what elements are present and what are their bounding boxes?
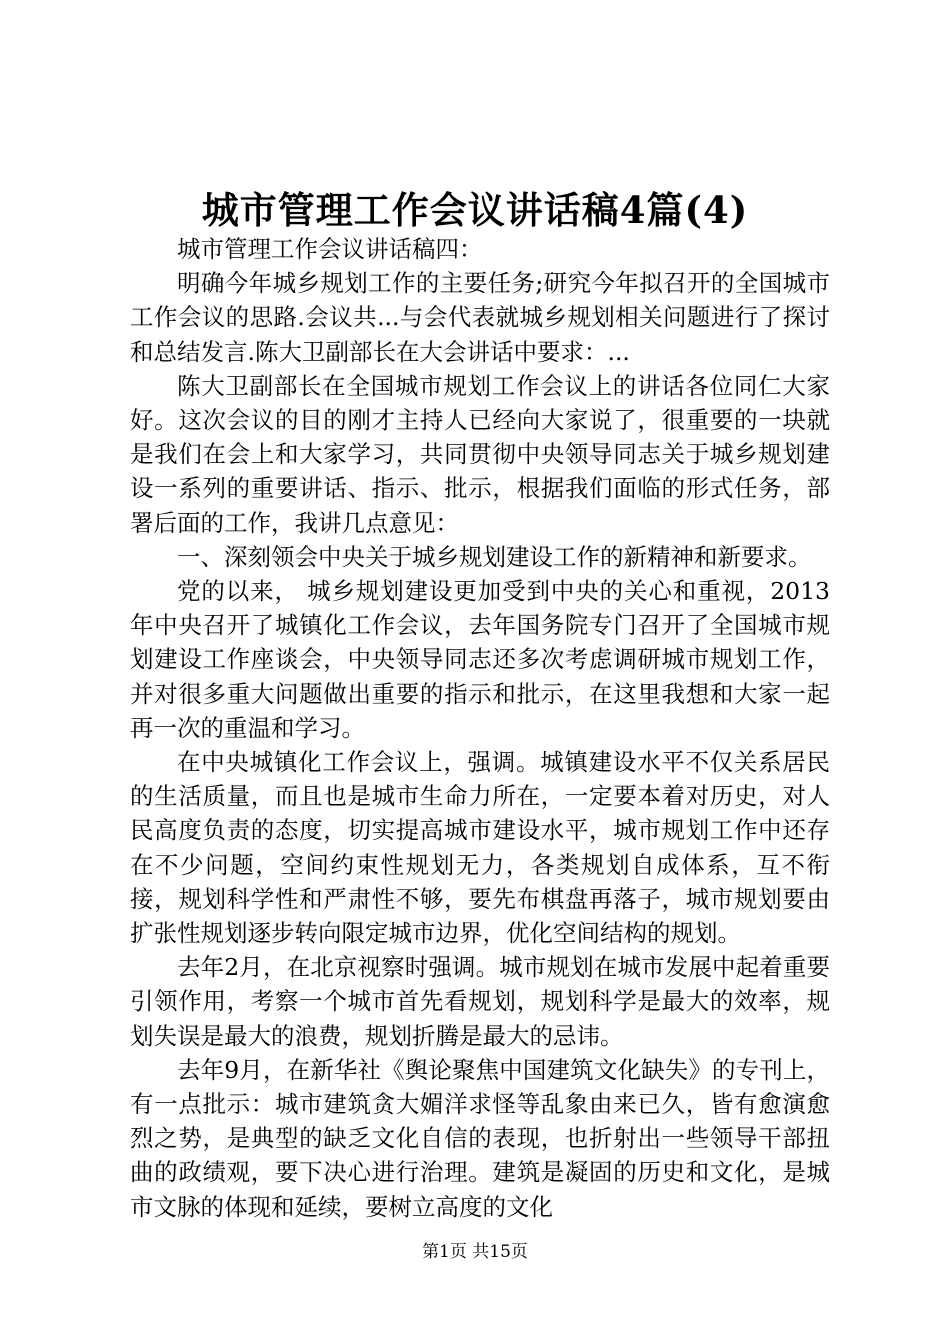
paragraph: 城市管理工作会议讲话稿四： bbox=[177, 235, 483, 263]
paragraph: 陈大卫副部长在全国城市规划工作会议上的讲话各位同仁大家好。这次会议的目的刚才主持人已经向大家说了，很重要的一块就是我们在会上和大家学习，共同贯彻中央领导同志关于城乡规划建设一系列的重要讲话、指示、批示，根据我们面临的形式任务，部署后面的工作，我讲几点意见： bbox=[130, 371, 830, 537]
paragraph: 在中央城镇化工作会议上，强调。城镇建设水平不仅关系居民的生活质量，而且也是城市生命力所在，一定要本着对历史，对人民高度负责的态度，切实提高城市建设水平，城市规划工作中还存在不少问题，空间约束性规划无力，各类规划自成体系，互不衔接，规划科学性和严肃性不够，要先布棋盘再落子，城市规划要由扩张性规划逐步转向限定城市边界，优化空间结构的规划。 bbox=[130, 748, 830, 948]
paragraph: 去年9月，在新华社《舆论聚焦中国建筑文化缺失》的专刊上，有一点批示：城市建筑贪大媚洋求怪等乱象由来已久，皆有愈演愈烈之势，是典型的缺乏文化自信的表现，也折射出一些领导干部扭曲的政绩观，要下决心进行治理。建筑是凝固的历史和文化，是城市文脉的体现和延续，要树立高度的文化 bbox=[130, 1055, 830, 1221]
paragraph: 党的以来， 城乡规划建设更加受到中央的关心和重视，2013年中央召开了城镇化工作会议，去年国务院专门召开了全国城市规划建设工作座谈会，中央领导同志还多次考虑调研城市规划工作，并对很多重大问题做出重要的指示和批示，在这里我想和大家一起再一次的重温和学习。 bbox=[130, 577, 830, 742]
page-number-footer: 第1页 共15页 bbox=[422, 1242, 528, 1262]
paragraph: 明确今年城乡规划工作的主要任务;研究今年拟召开的全国城市工作会议的思路.会议共...与会代表就城乡规划相关问题进行了探讨和总结发言.陈大卫副部长在大会讲话中要求：... bbox=[130, 269, 830, 366]
paragraph: 一、深刻领会中央关于城乡规划建设工作的新精神和新要求。 bbox=[177, 542, 812, 571]
document-body bbox=[130, 232, 830, 1224]
paragraph: 去年2月，在北京视察时强调。城市规划在城市发展中起着重要引领作用，考察一个城市首先看规划，规划科学是最大的效率，规划失误是最大的浪费，规划折腾是最大的忌讳。 bbox=[130, 953, 830, 1050]
document-title: 城市管理工作会议讲话稿4篇(4) bbox=[201, 188, 749, 232]
